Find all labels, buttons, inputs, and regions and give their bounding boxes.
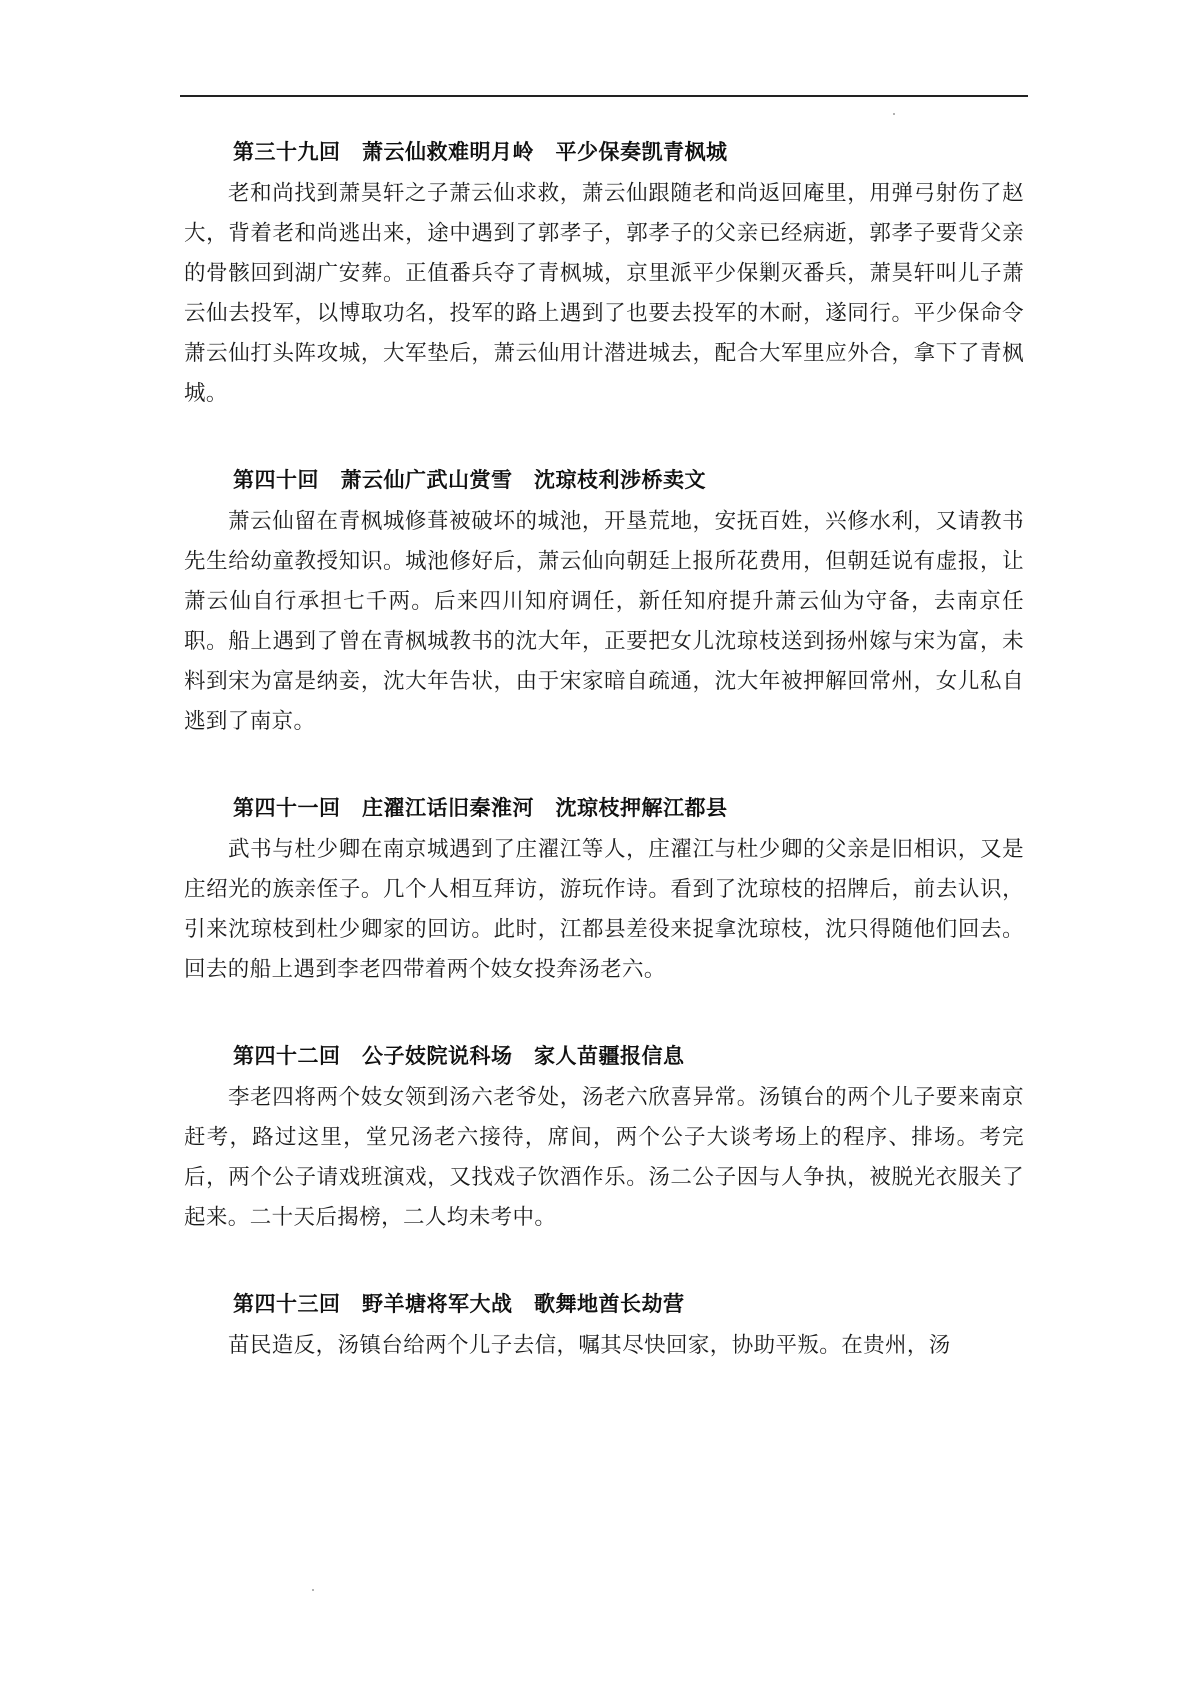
chapter-summary: 苗民造反，汤镇台给两个儿子去信，嘱其尽快回家，协助平叛。在贵州，汤 [228,1333,951,1358]
chapter-summary: 李老四将两个妓女领到汤六老爷处，汤老六欣喜异常。汤镇台的两个儿子要来南京赶考，路过这里，堂兄汤老六接待，席间，两个公子大谈考场上的程序、排场。考完后，两个公子请戏班演戏，又找戏子饮酒作乐。汤二公子因与人争执，被脱光衣服关了起来。二十天后揭榜，二人均未考中。 [184,1085,1024,1230]
scan-speck [893,113,895,115]
chapter-title: 第四十二回 公子妓院说科场 家人苗疆报信息 [233,1044,685,1068]
header-rule [180,95,1028,97]
chapter-42 [184,1040,1024,1238]
chapter-title: 第四十一回 庄濯江话旧秦淮河 沈琼枝押解江都县 [233,796,728,820]
chapter-summary: 老和尚找到萧昊轩之子萧云仙求救，萧云仙跟随老和尚返回庵里，用弹弓射伤了赵大，背着老和尚逃出来，途中遇到了郭孝子，郭孝子的父亲已经病逝，郭孝子要背父亲的骨骸回到湖广安葬。正值番兵夺了青枫城，京里派平少保剿灭番兵，萧昊轩叫儿子萧云仙去投军，以博取功名，投军的路上遇到了也要去投军的木耐，遂同行。平少保命令萧云仙打头阵攻城，大军垫后，萧云仙用计潜进城去，配合大军里应外合，拿下了青枫城。 [184,181,1024,406]
chapter-summary: 萧云仙留在青枫城修葺被破坏的城池，开垦荒地，安抚百姓，兴修水利，又请教书先生给幼童教授知识。城池修好后，萧云仙向朝廷上报所花费用，但朝廷说有虚报，让萧云仙自行承担七千两。后来四川知府调任，新任知府提升萧云仙为守备，去南京任职。船上遇到了曾在青枫城教书的沈大年，正要把女儿沈琼枝送到扬州嫁与宋为富，未料到宋为富是纳妾，沈大年告状，由于宋家暗自疏通，沈大年被押解回常州，女儿私自逃到了南京。 [184,509,1024,734]
chapter-41 [184,792,1024,990]
chapter-title: 第三十九回 萧云仙救难明月岭 平少保奏凯青枫城 [233,140,728,164]
chapter-summary: 武书与杜少卿在南京城遇到了庄濯江等人，庄濯江与杜少卿的父亲是旧相识，又是庄绍光的族亲侄子。几个人相互拜访，游玩作诗。看到了沈琼枝的招牌后，前去认识，引来沈琼枝到杜少卿家的回访。此时，江都县差役来捉拿沈琼枝，沈只得随他们回去。回去的船上遇到李老四带着两个妓女投奔汤老六。 [184,837,1024,982]
chapter-title: 第四十回 萧云仙广武山赏雪 沈琼枝利涉桥卖文 [233,468,706,492]
scan-speck [312,1589,314,1591]
chapter-40 [184,464,1024,742]
chapter-39 [184,136,1024,414]
document-body [184,136,1024,1416]
chapter-43 [184,1288,1024,1366]
chapter-title: 第四十三回 野羊塘将军大战 歌舞地酋长劫营 [233,1292,685,1316]
